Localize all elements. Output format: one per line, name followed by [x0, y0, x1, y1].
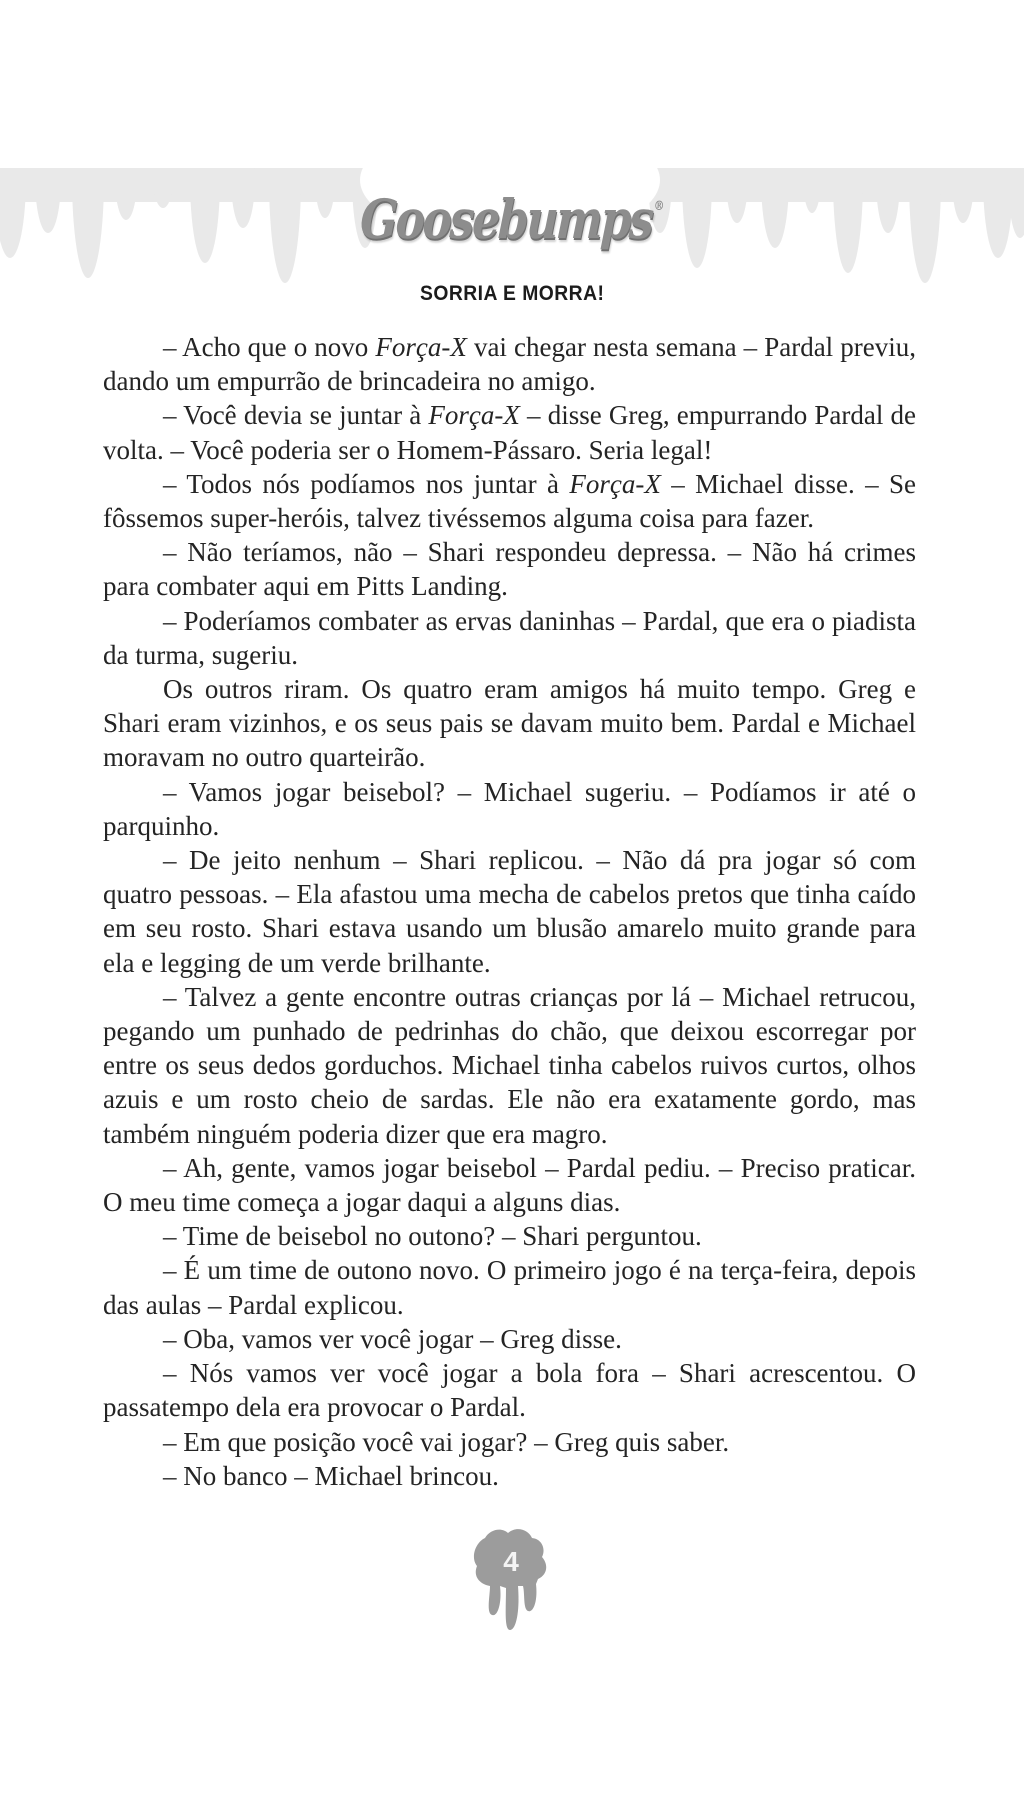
italic-text: Força-X: [375, 332, 467, 362]
paragraph: [103, 604, 916, 672]
paragraph: [103, 330, 916, 398]
paragraph-text: – No banco – Michael brincou.: [163, 1460, 499, 1491]
goosebumps-logo-text: [358, 187, 665, 251]
paragraph: [103, 1151, 916, 1219]
paragraph: [103, 1219, 916, 1253]
paragraph: [103, 843, 916, 980]
paragraph-text: – De jeito nenhum – Shari replicou. – Não dá pra jogar só com quatro pessoas. – Ela afastou uma mecha de cabelos pretos que tinha caído em seu rosto. Shari estava usando um blusão amarelo muito grande para ela e legging de um verde brilhante.: [103, 845, 916, 978]
paragraph: [103, 775, 916, 843]
paragraph-text: – disse Greg, empurrando Pardal de volta. – Você poderia ser o Homem-Pássaro. Seria legal!: [103, 400, 916, 465]
paragraph: [103, 1425, 916, 1459]
paragraph: [103, 398, 916, 466]
paragraph: [103, 672, 916, 775]
paragraph-text: Os outros riram. Os quatro eram amigos há muito tempo. Greg e Shari eram vizinhos, e os seus pais se davam muito bem. Pardal e Michael moravam no outro quarteirão.: [103, 674, 916, 773]
book-title-row: [0, 283, 1024, 304]
paragraph: [103, 467, 916, 535]
paragraph-text: – Não teríamos, não – Shari respondeu depressa. – Não há crimes para combater aqui em Pitts Landing.: [103, 537, 916, 602]
paragraph-text: – Ah, gente, vamos jogar beisebol – Pardal pediu. – Preciso praticar. O meu time começa a jogar daqui a alguns dias.: [103, 1152, 916, 1218]
registered-trademark: ®: [653, 199, 665, 214]
italic-text: Força-X: [428, 400, 520, 431]
paragraph-text: – Talvez a gente encontre outras crianças por lá – Michael retrucou, pegando um punhado de pedrinhas do chão, que deixou escorregar por entre os seus dedos gorduchos. Michael tinha cabelos ruivos curtos, olhos azuis e um rosto cheio de sardas. Ele não era exatamente gordo, mas também ninguém poderia dizer que era magro.: [103, 981, 916, 1149]
page-number-blob: [465, 1526, 557, 1638]
paragraph-text: – Vamos jogar beisebol? – Michael sugeriu. – Podíamos ir até o parquinho.: [103, 776, 916, 841]
italic-text: Força-X: [569, 468, 661, 499]
paragraph: [103, 1459, 916, 1493]
logo-wordmark: Goosebumps: [358, 187, 653, 251]
paragraph-text: – Time de beisebol no outono? – Shari perguntou.: [163, 1221, 702, 1252]
goosebumps-logo: [0, 187, 1024, 251]
paragraph-text: – Michael disse. – Se fôssemos super-heróis, talvez tivéssemos alguma coisa para fazer.: [103, 468, 916, 534]
paragraph: [103, 980, 916, 1151]
paragraph-text: – Nós vamos ver você jogar a bola fora – Shari acrescentou. O passatempo dela era provocar o Pardal.: [103, 1358, 916, 1423]
paragraph-text: vai chegar nesta semana – Pardal previu, dando um empurrão de brincadeira no amigo.: [103, 332, 916, 397]
paragraph-text: – Poderíamos combater as ervas daninhas – Pardal, que era o piadista da turma, sugeriu.: [103, 605, 916, 670]
paragraph-text: – Você devia se juntar à: [163, 400, 429, 431]
paragraph: [103, 535, 916, 603]
page-text: [103, 330, 916, 1493]
paragraph-text: – Oba, vamos ver você jogar – Greg disse.: [163, 1323, 622, 1354]
paragraph-text: – Em que posição você vai jogar? – Greg quis saber.: [163, 1426, 730, 1457]
slime-splat-icon: [465, 1526, 557, 1638]
paragraph-text: – Todos nós podíamos nos juntar à: [163, 468, 570, 499]
paragraph: [103, 1322, 916, 1356]
paragraph: [103, 1356, 916, 1424]
paragraph-text: – É um time de outono novo. O primeiro jogo é na terça-feira, depois das aulas – Pardal explicou.: [103, 1255, 916, 1320]
page-number: 4: [503, 1546, 519, 1577]
paragraph-text: – Acho que o novo: [163, 332, 376, 362]
paragraph: [103, 1253, 916, 1321]
book-title: SORRIA E MORRA!: [419, 282, 605, 305]
